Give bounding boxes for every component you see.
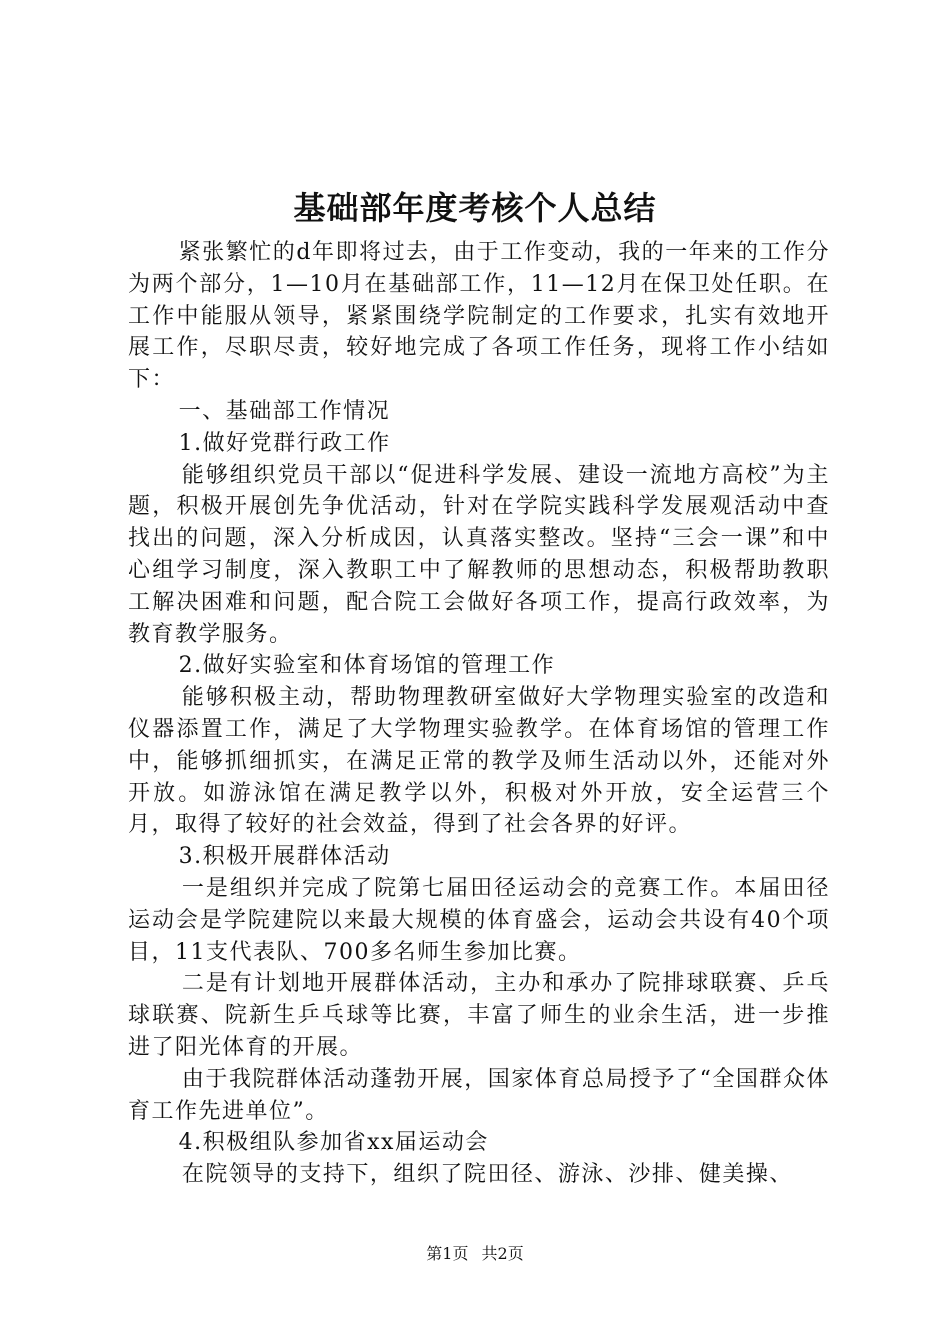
page-number: 第1页 bbox=[426, 1244, 469, 1263]
paragraph-party-work: 能够组织党员干部以“促进科学发展、建设一流地方高校”为主题，积极开展创先争优活动，针对在学院实践科学发展观活动中查找出的问题，深入分析成因，认真落实整改。坚持“三会一课”和中心组学习制度，深入教职工中了解教师的思想动态，积极帮助教职工解决困难和问题，配合院工会做好各项工作，提高行政效率，为教育教学服务。 bbox=[128, 462, 830, 647]
paragraph-intro: 紧张繁忙的d年即将过去，由于工作变动，我的一年来的工作分为两个部分，1—10月在基础部工作，11—12月在保卫处任职。在工作中能服从领导，紧紧围绕学院制定的工作要求，扎实有效地开展工作，尽职尽责，较好地完成了各项工作任务，现将工作小结如下： bbox=[128, 240, 830, 393]
subheading-4: 4.积极组队参加省xx届运动会 bbox=[178, 1130, 489, 1156]
paragraph-group-activities: 二是有计划地开展群体活动，主办和承办了院排球联赛、乒乓球联赛、院新生乒乓球等比赛，丰富了师生的业余生活，进一步推进了阳光体育的开展。 bbox=[128, 971, 830, 1060]
paragraph-award: 由于我院群体活动蓬勃开展，国家体育总局授予了“全国群众体育工作先进单位”。 bbox=[128, 1066, 830, 1124]
subheading-3: 3.积极开展群体活动 bbox=[178, 844, 391, 870]
document-title: 基础部年度考核个人总结 bbox=[293, 189, 657, 227]
paragraph-sports-meet: 一是组织并完成了院第七届田径运动会的竞赛工作。本届田径运动会是学院建院以来最大规模的体育盛会，运动会共设有40个项目，11支代表队、700多名师生参加比赛。 bbox=[128, 875, 830, 965]
paragraph-lab-venue: 能够积极主动，帮助物理教研室做好大学物理实验室的改造和仪器添置工作，满足了大学物理实验教学。在体育场馆的管理工作中，能够抓细抓实，在满足正常的教学及师生活动以外，还能对外开放。如游泳馆在满足教学以外，积极对外开放，安全运营三个月，取得了较好的社会效益，得到了社会各界的好评。 bbox=[128, 685, 830, 838]
page-total: 共2页 bbox=[481, 1244, 524, 1263]
subheading-2: 2.做好实验室和体育场馆的管理工作 bbox=[178, 653, 556, 679]
paragraph-provincial-games: 在院领导的支持下，组织了院田径、游泳、沙排、健美操、 bbox=[181, 1162, 793, 1188]
document-body bbox=[128, 237, 830, 1191]
section-heading-1: 一、基础部工作情况 bbox=[178, 398, 391, 424]
page-footer bbox=[0, 1242, 950, 1266]
subheading-1: 1.做好党群行政工作 bbox=[178, 430, 391, 456]
